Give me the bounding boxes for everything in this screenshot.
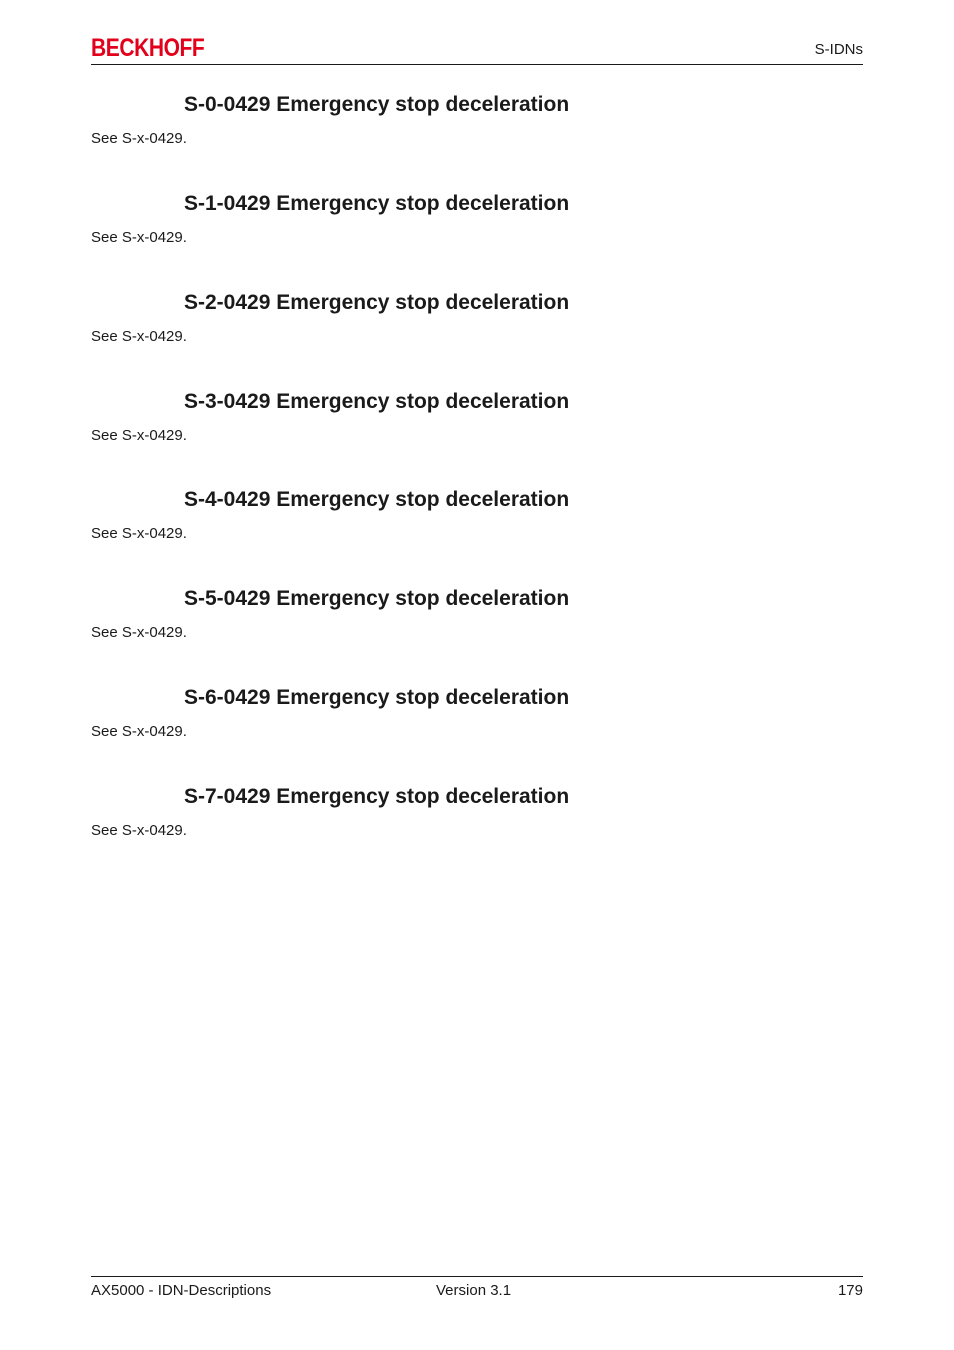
entry-text: See S-x-0429. bbox=[91, 525, 187, 542]
entry-text: See S-x-0429. bbox=[91, 229, 187, 246]
entry-text: See S-x-0429. bbox=[91, 328, 187, 345]
entry-heading: S-0-0429 Emergency stop deceleration bbox=[184, 93, 570, 116]
entry-heading: S-6-0429 Emergency stop deceleration bbox=[184, 686, 570, 709]
entry-text: See S-x-0429. bbox=[91, 822, 187, 839]
entry-heading: S-2-0429 Emergency stop deceleration bbox=[184, 291, 570, 314]
page-footer bbox=[91, 1276, 863, 1301]
footer-document-title: AX5000 - IDN-Descriptions bbox=[91, 1282, 272, 1299]
beckhoff-logo: BECKHOFF bbox=[91, 34, 205, 62]
entry-heading: S-5-0429 Emergency stop deceleration bbox=[184, 587, 570, 610]
entry-heading: S-4-0429 Emergency stop deceleration bbox=[184, 488, 570, 511]
footer-version: Version 3.1 bbox=[436, 1282, 512, 1299]
entry-heading: S-1-0429 Emergency stop deceleration bbox=[184, 192, 570, 215]
entry-text: See S-x-0429. bbox=[91, 723, 187, 740]
header-section-title: S-IDNs bbox=[814, 41, 863, 58]
entry-text: See S-x-0429. bbox=[91, 427, 187, 444]
page-header bbox=[91, 30, 863, 65]
entry-text: See S-x-0429. bbox=[91, 624, 187, 641]
entry-heading: S-3-0429 Emergency stop deceleration bbox=[184, 390, 570, 413]
entry-text: See S-x-0429. bbox=[91, 130, 187, 147]
footer-page-number: 179 bbox=[837, 1282, 863, 1299]
entry-heading: S-7-0429 Emergency stop deceleration bbox=[184, 785, 570, 808]
